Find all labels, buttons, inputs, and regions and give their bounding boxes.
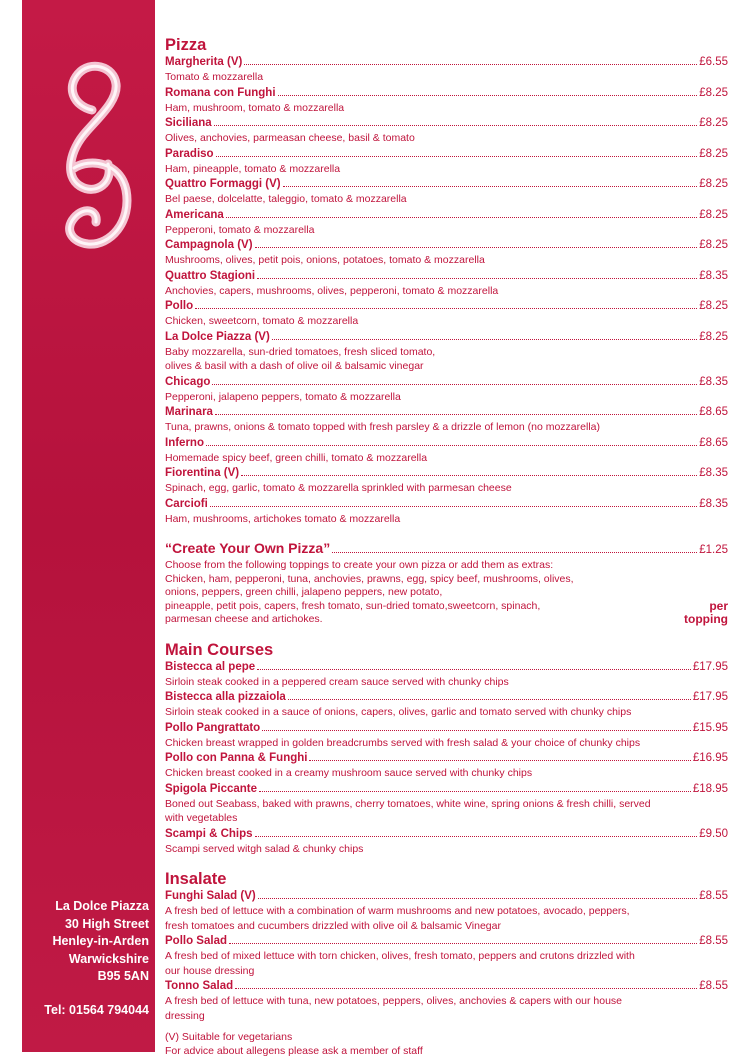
item-description: A fresh bed of lettuce with a combination of warm mushrooms and new potatoes, avocado, peppers,: [165, 904, 728, 919]
item-name: Funghi Salad (V): [165, 889, 256, 904]
item-price: £9.50: [699, 827, 728, 842]
menu-item: [165, 781, 728, 826]
main-course-items: [165, 659, 728, 857]
item-header: [165, 237, 728, 253]
leader-dots: [206, 435, 697, 446]
item-description: Anchovies, capers, mushrooms, olives, pepperoni, tomato & mozzarella: [165, 284, 728, 299]
per-label: per: [709, 600, 728, 614]
item-header: [165, 689, 728, 705]
leader-dots: [257, 659, 691, 670]
leader-dots: [244, 54, 697, 65]
item-header: [165, 298, 728, 314]
item-description: Chicken breast wrapped in golden breadcrumbs served with fresh salad & your choice of chunky chips: [165, 736, 728, 751]
item-price: £8.35: [699, 375, 728, 390]
menu-item: [165, 465, 728, 496]
telephone: Tel: 01564 794044: [44, 1003, 149, 1017]
item-price: £8.25: [699, 116, 728, 131]
item-description: A fresh bed of lettuce with tuna, new potatoes, peppers, olives, anchovies & capers with our house: [165, 994, 728, 1009]
item-description: Sirloin steak cooked in a sauce of onions, capers, olives, garlic and tomato served with chunky chips: [165, 705, 728, 720]
item-description: Baby mozzarella, sun-dried tomatoes, fresh sliced tomato,: [165, 345, 728, 360]
menu-item: [165, 659, 728, 690]
item-name: Pollo con Panna & Funghi: [165, 751, 307, 766]
item-price: £16.95: [693, 751, 728, 766]
item-name: Spigola Piccante: [165, 782, 257, 797]
section-title: Insalate: [165, 870, 728, 888]
leader-dots: [278, 85, 698, 96]
item-price: £8.25: [699, 177, 728, 192]
leader-dots: [283, 176, 698, 187]
item-name: Siciliana: [165, 116, 212, 131]
create-own-row: [165, 600, 728, 614]
item-description: Chicken breast cooked in a creamy mushroom sauce served with chunky chips: [165, 766, 728, 781]
create-own-line: onions, peppers, green chilli, jalapeno peppers, new potato,: [165, 586, 728, 600]
item-description: Mushrooms, olives, petit pois, onions, potatoes, tomato & mozzarella: [165, 253, 728, 268]
item-price: £8.25: [699, 147, 728, 162]
menu-item: [165, 435, 728, 466]
item-description: Pepperoni, tomato & mozzarella: [165, 223, 728, 238]
address-line: Warwickshire: [52, 951, 149, 969]
menu-item: [165, 826, 728, 857]
item-description: Scampi served witgh salad & chunky chips: [165, 842, 728, 857]
item-header: [165, 826, 728, 842]
item-description: Tomato & mozzarella: [165, 70, 728, 85]
address-line: Henley-in-Arden: [52, 933, 149, 951]
item-price: £8.25: [699, 299, 728, 314]
menu-item: [165, 54, 728, 85]
leader-dots: [309, 750, 690, 761]
item-price: £18.95: [693, 782, 728, 797]
insalate-items: [165, 888, 728, 1023]
menu-item: [165, 933, 728, 978]
menu-item: [165, 404, 728, 435]
leader-dots: [210, 496, 697, 507]
item-name: Campagnola (V): [165, 238, 253, 253]
item-name: Pollo Pangrattato: [165, 721, 260, 736]
item-header: [165, 659, 728, 675]
menu-item: [165, 146, 728, 177]
item-description: Boned out Seabass, baked with prawns, cherry tomatoes, white wine, spring onions & fresh chilli, served: [165, 797, 728, 812]
menu-content: [165, 36, 728, 1058]
item-name: Fiorentina (V): [165, 466, 239, 481]
item-description: Spinach, egg, garlic, tomato & mozzarella sprinkled with parmesan cheese: [165, 481, 728, 496]
item-description: Pepperoni, jalapeno peppers, tomato & mozzarella: [165, 390, 728, 405]
item-name: Margherita (V): [165, 55, 242, 70]
menu-item: [165, 888, 728, 933]
item-header: [165, 888, 728, 904]
item-price: £8.35: [699, 466, 728, 481]
leader-dots: [226, 207, 697, 218]
menu-item: [165, 115, 728, 146]
menu-item: [165, 237, 728, 268]
item-name: Pollo: [165, 299, 193, 314]
item-price: £8.25: [699, 208, 728, 223]
item-description: A fresh bed of mixed lettuce with torn chicken, olives, fresh tomato, peppers and crutons drizzled with: [165, 949, 728, 964]
item-description: fresh tomatoes and cucumbers drizzled with olive oil & balsamic Vinegar: [165, 919, 728, 934]
item-price: £8.35: [699, 269, 728, 284]
item-header: [165, 496, 728, 512]
item-price: £8.65: [699, 405, 728, 420]
leader-dots: [216, 146, 698, 157]
item-description: our house dressing: [165, 964, 728, 979]
section-title: Pizza: [165, 36, 728, 54]
item-price: £1.25: [699, 542, 728, 559]
item-description: Chicken, sweetcorn, tomato & mozzarella: [165, 314, 728, 329]
item-price: £8.25: [699, 86, 728, 101]
item-name: Romana con Funghi: [165, 86, 276, 101]
restaurant-address: [52, 898, 149, 986]
item-price: £8.65: [699, 436, 728, 451]
menu-item: [165, 978, 728, 1023]
menu-item: [165, 496, 728, 527]
item-description: dressing: [165, 1009, 728, 1024]
item-price: £15.95: [693, 721, 728, 736]
leader-dots: [257, 268, 697, 279]
item-header: [165, 207, 728, 223]
leader-dots: [255, 237, 698, 248]
item-header: [165, 374, 728, 390]
create-own-line: pineapple, petit pois, capers, fresh tomato, sun-dried tomato,sweetcorn, spinach,: [165, 600, 540, 614]
leader-dots: [259, 781, 691, 792]
leader-dots: [258, 888, 697, 899]
menu-item: [165, 689, 728, 720]
item-name: Scampi & Chips: [165, 827, 253, 842]
item-name: Bistecca al pepe: [165, 660, 255, 675]
item-description: Bel paese, dolcelatte, taleggio, tomato & mozzarella: [165, 192, 728, 207]
item-price: £8.25: [699, 330, 728, 345]
create-own-line: Chicken, ham, pepperoni, tuna, anchovies, prawns, egg, spicy beef, mushrooms, olives,: [165, 573, 728, 587]
leader-dots: [229, 933, 697, 944]
item-price: £8.55: [699, 979, 728, 994]
menu-item: [165, 298, 728, 329]
item-description: Sirloin steak cooked in a peppered cream sauce served with chunky chips: [165, 675, 728, 690]
item-description: Ham, mushrooms, artichokes tomato & mozzarella: [165, 512, 728, 527]
pizza-section: [165, 36, 728, 526]
item-name: Marinara: [165, 405, 213, 420]
item-price: £17.95: [693, 660, 728, 675]
create-own-line: Choose from the following toppings to create your own pizza or add them as extras:: [165, 559, 728, 573]
menu-item: [165, 268, 728, 299]
item-header: [165, 933, 728, 949]
create-your-own-section: [165, 540, 728, 627]
item-name: Inferno: [165, 436, 204, 451]
item-description: Homemade spicy beef, green chilli, tomato & mozzarella: [165, 451, 728, 466]
item-header: [165, 329, 728, 345]
leader-dots: [235, 978, 697, 989]
leader-dots: [212, 374, 697, 385]
item-price: £6.55: [699, 55, 728, 70]
item-name: Pollo Salad: [165, 934, 227, 949]
item-name: Paradiso: [165, 147, 214, 162]
create-own-line: parmesan cheese and artichokes.: [165, 613, 323, 627]
address-line: La Dolce Piazza: [52, 898, 149, 916]
menu-item: [165, 207, 728, 238]
menu-item: [165, 374, 728, 405]
item-header: [165, 978, 728, 994]
item-name: Quattro Formaggi (V): [165, 177, 281, 192]
menu-item: [165, 720, 728, 751]
pizza-items: [165, 54, 728, 526]
create-own-header: [165, 540, 728, 559]
leader-dots: [214, 115, 698, 126]
item-name: Americana: [165, 208, 224, 223]
main-courses-section: [165, 641, 728, 857]
item-name: Tonno Salad: [165, 979, 233, 994]
item-header: [165, 435, 728, 451]
item-description: Olives, anchovies, parmeasan cheese, basil & tomato: [165, 131, 728, 146]
menu-item: [165, 329, 728, 374]
item-header: [165, 176, 728, 192]
topping-label: topping: [684, 613, 728, 627]
item-header: [165, 465, 728, 481]
item-description: Tuna, prawns, onions & tomato topped with fresh parsley & a drizzle of lemon (no mozzarella): [165, 420, 728, 435]
leader-dots: [215, 404, 697, 415]
insalate-section: [165, 870, 728, 1023]
item-name: Chicago: [165, 375, 210, 390]
leader-dots: [262, 720, 691, 731]
item-price: £8.55: [699, 934, 728, 949]
item-description: Ham, mushroom, tomato & mozzarella: [165, 101, 728, 116]
sidebar: [22, 0, 155, 1052]
item-name: Quattro Stagioni: [165, 269, 255, 284]
create-own-row: [165, 613, 728, 627]
item-name: Carciofi: [165, 497, 208, 512]
item-price: £8.25: [699, 238, 728, 253]
section-title: “Create Your Own Pizza”: [165, 540, 330, 557]
allergen-note: For advice about allegens please ask a member of staff: [165, 1045, 728, 1058]
menu-item: [165, 750, 728, 781]
item-description: with vegetables: [165, 811, 728, 826]
item-price: £17.95: [693, 690, 728, 705]
item-description: Ham, pineapple, tomato & mozzarella: [165, 162, 728, 177]
leader-dots: [195, 298, 697, 309]
item-price: £8.55: [699, 889, 728, 904]
item-name: Bistecca alla pizzaiola: [165, 690, 286, 705]
item-header: [165, 268, 728, 284]
leader-dots: [241, 465, 697, 476]
menu-item: [165, 176, 728, 207]
address-line: B95 5AN: [52, 968, 149, 986]
leader-dots: [288, 689, 691, 700]
ld-monogram-logo: [34, 40, 144, 260]
item-header: [165, 781, 728, 797]
leader-dots: [255, 826, 698, 837]
item-header: [165, 54, 728, 70]
item-header: [165, 115, 728, 131]
leader-dots: [332, 542, 697, 553]
item-name: La Dolce Piazza (V): [165, 330, 270, 345]
section-title: Main Courses: [165, 641, 728, 659]
menu-item: [165, 85, 728, 116]
item-header: [165, 720, 728, 736]
item-header: [165, 404, 728, 420]
item-header: [165, 85, 728, 101]
veg-note: (V) Suitable for vegetarians: [165, 1031, 728, 1045]
item-header: [165, 750, 728, 766]
item-header: [165, 146, 728, 162]
leader-dots: [272, 329, 697, 340]
item-price: £8.35: [699, 497, 728, 512]
menu-footer: [165, 1031, 728, 1058]
address-line: 30 High Street: [52, 916, 149, 934]
item-description: olives & basil with a dash of olive oil & balsamic vinegar: [165, 359, 728, 374]
